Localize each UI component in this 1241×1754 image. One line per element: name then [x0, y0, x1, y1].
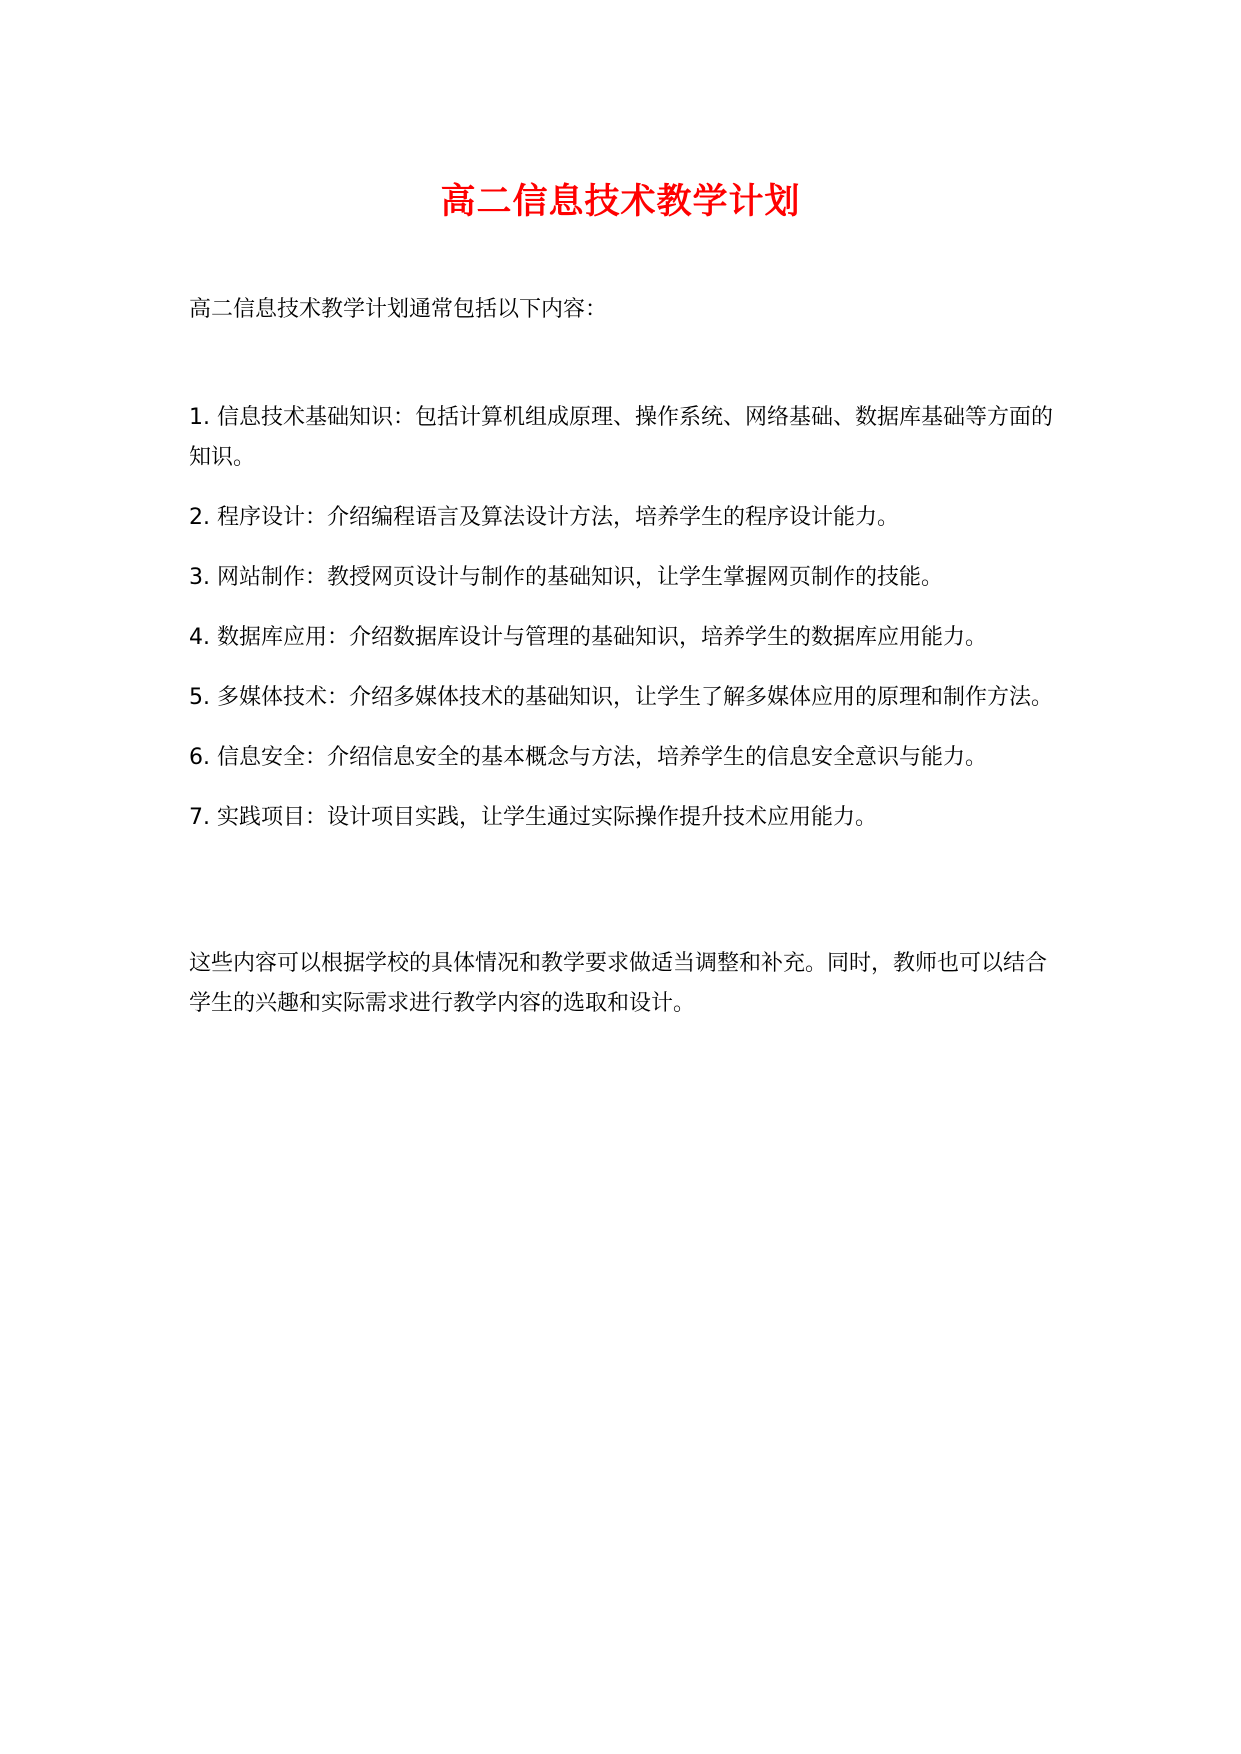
- closing-paragraph: 这些内容可以根据学校的具体情况和教学要求做适当调整和补充。同时，教师也可以结合学生的兴趣和实际需求进行教学内容的选取和设计。: [189, 951, 1048, 1016]
- list-item: 4. 数据库应用：介绍数据库设计与管理的基础知识，培养学生的数据库应用能力。: [189, 625, 987, 650]
- list-item: 6. 信息安全：介绍信息安全的基本概念与方法，培养学生的信息安全意识与能力。: [189, 745, 987, 770]
- list-item: 2. 程序设计：介绍编程语言及算法设计方法，培养学生的程序设计能力。: [189, 505, 899, 530]
- content-list: [189, 398, 1059, 858]
- list-item: 5. 多媒体技术：介绍多媒体技术的基础知识，让学生了解多媒体应用的原理和制作方法。: [189, 685, 1053, 710]
- page-title: 高二信息技术教学计划: [440, 182, 801, 222]
- list-item: 7. 实践项目：设计项目实践，让学生通过实际操作提升技术应用能力。: [189, 805, 877, 830]
- intro-paragraph: 高二信息技术教学计划通常包括以下内容：: [189, 297, 608, 322]
- list-item: 3. 网站制作：教授网页设计与制作的基础知识，让学生掌握网页制作的技能。: [189, 565, 943, 590]
- list-item: 1. 信息技术基础知识：包括计算机组成原理、操作系统、网络基础、数据库基础等方面的知识。: [189, 405, 1053, 470]
